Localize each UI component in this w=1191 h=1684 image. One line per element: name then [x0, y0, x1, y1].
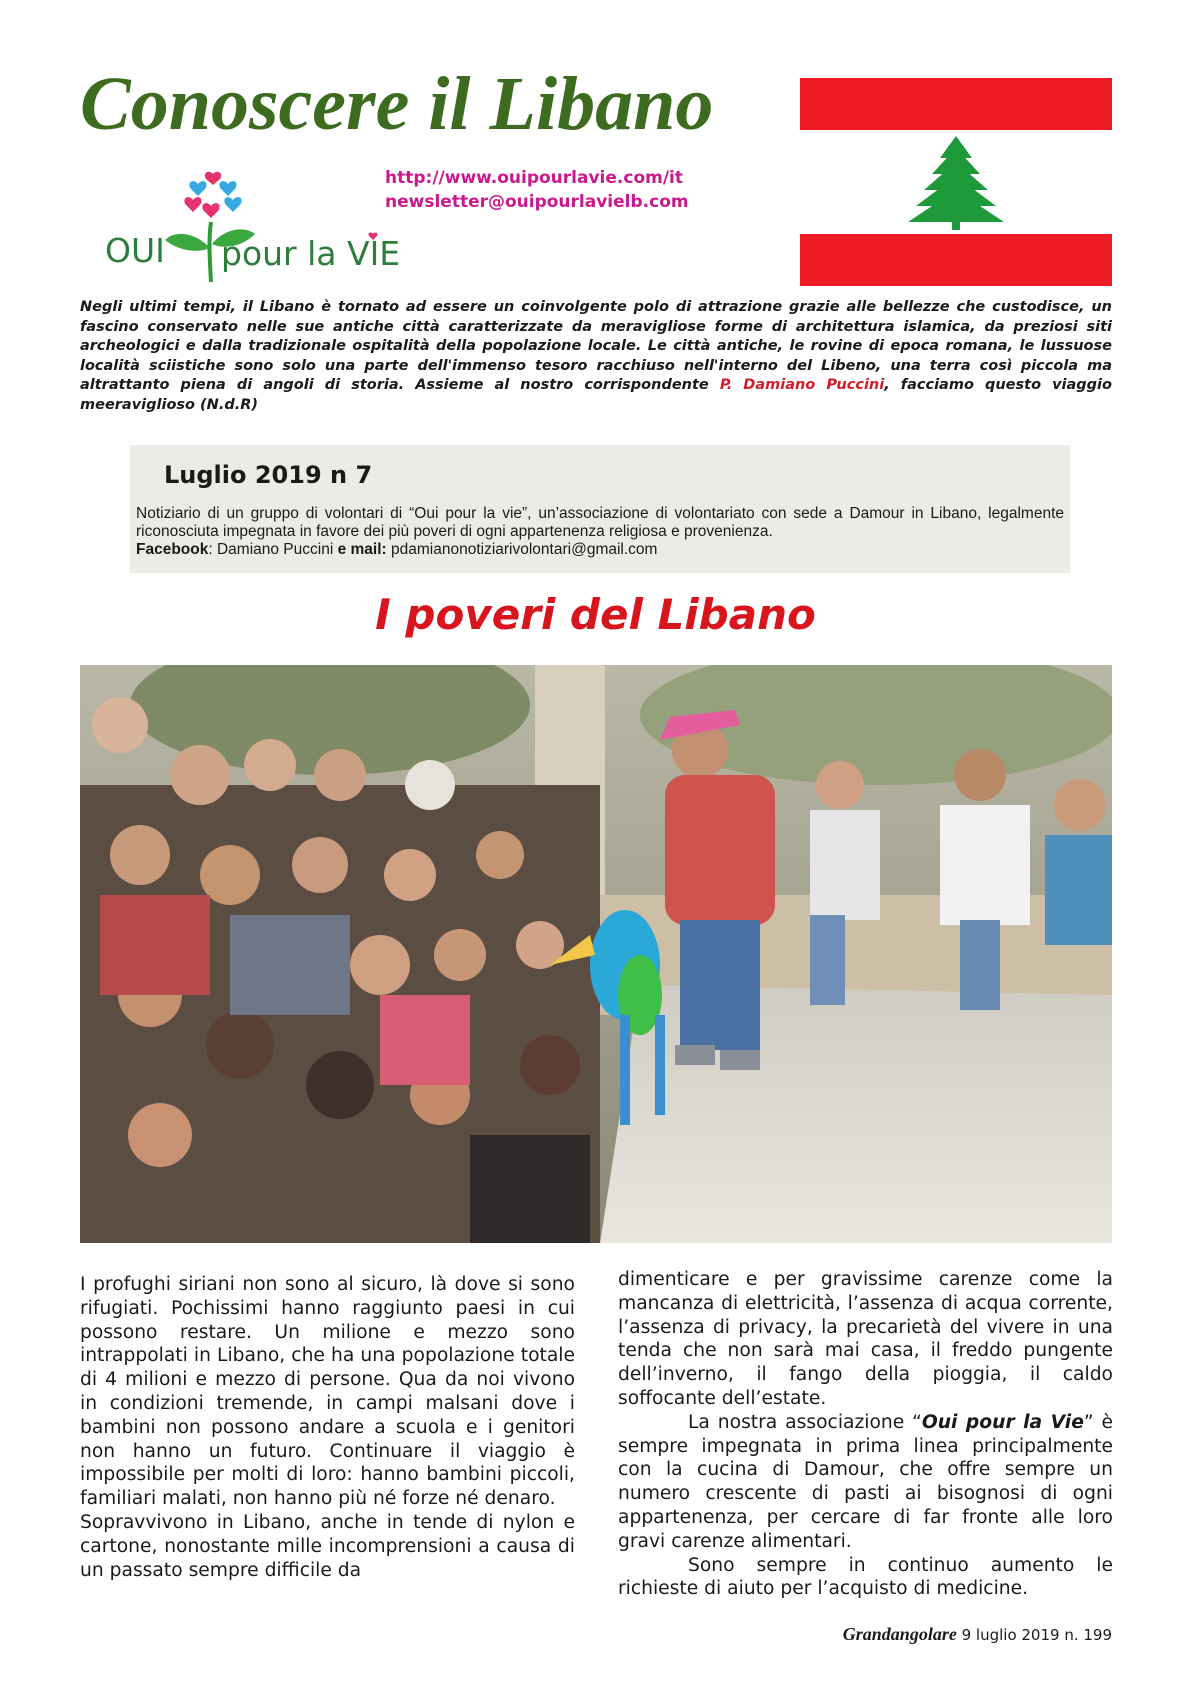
- facebook-label: Facebook: [136, 541, 209, 558]
- oui-pour-la-vie-logo: [105, 170, 425, 285]
- mail-value[interactable]: pdamianonotiziarivolontari@gmail.com: [386, 541, 658, 558]
- article-paragraph: I profughi siriani non sono al sicuro, là dove si sono rifugiati. Pochissimi hanno raggiunto paesi in cui possono restare. Un milione e mezzo sono intrappolati in Libano, che ha una popolazione totale di 4 milioni e mezzo di persone. Qua da noi vivono in condizioni tremende, in campi malsani dove i bambini non possono andare a scuola e i genitori non hanno un futuro. Continuare il viaggio è impossibile per molti di loro: hanno bambini piccoli, familiari malati, non hanno più né forze né denaro.: [80, 1274, 575, 1510]
- logo-word-oui: OUI: [105, 231, 165, 270]
- children-puppet-show-photo: [80, 665, 1112, 1243]
- publication-date-issue: 9 luglio 2019 n. 199: [956, 1626, 1112, 1644]
- publication-name: Grandangolare: [842, 1624, 957, 1644]
- cedar-flag-icon: [800, 78, 1112, 286]
- newsletter-info-box: [130, 445, 1070, 573]
- email-link[interactable]: newsletter@ouipourlavielb.com: [385, 192, 689, 212]
- masthead-title: Conoscere il Libano: [80, 62, 714, 146]
- association-text-before: La nostra associazione “: [688, 1411, 922, 1433]
- intro-text-before: Negli ultimi tempi, il Libano è tornato ad essere un coinvolgente polo di attrazione grazie alle bellezze che custodisce, un fascino conservato nelle sue antiche città caratterizzate da meravigliose forme di architettura islamica, da preziosi siti archeologici e dalla tradizionale ospitalità della popolazione locale. Le città antiche, le rovine di epoca romana, le lussuose località sciistiche sono solo una parte dell'immenso tesoro racchiuso nell'interno del Libeno, una terra così piccola ma altrattanto piena di angoli di storia. Assieme al nostro corrispondente: [80, 299, 1112, 394]
- association-text-after: ” è sempre impegnata in prima linea principalmente con la cucina di Damour, che offre sempre un numero crescente di pasti ai bisognosi di ogni appartenenza, per cercare di far fronte alle loro gravi carenze alimentari.: [618, 1411, 1113, 1552]
- description-text: Notiziario di un gruppo di volontari di “Oui pour la vie”, un’associazione di volontariato con sede a Damour in Libano, legalmente riconosciuta impegnata in favore dei più poveri di ogni appartenenza religiosa e provenienza.: [136, 505, 1064, 540]
- intro-paragraph: [80, 298, 1112, 416]
- article-paragraph-association: [618, 1411, 1113, 1554]
- newsletter-description: [136, 505, 1064, 559]
- article-column-left: [80, 1273, 575, 1582]
- publication-footer: [843, 1625, 1112, 1643]
- website-link[interactable]: http://www.ouipourlavie.com/it: [385, 168, 683, 188]
- lebanon-flag: [800, 78, 1112, 286]
- article-headline: I poveri del Libano: [375, 590, 816, 639]
- mail-label: e mail:: [337, 541, 387, 558]
- issue-label: Luglio 2019 n 7: [164, 461, 373, 489]
- article-paragraph: dimenticare e per gravissime carenze come la mancanza di elettricità, l’assenza di acqua corrente, l’assenza di privacy, la precarietà del vivere in una tenda che non sarà mai casa, il freddo pungente dell’inverno, il fango della pioggia, il caldo soffocante dell’estate.: [618, 1269, 1113, 1409]
- facebook-value: : Damiano Puccini: [208, 541, 338, 558]
- article-paragraph: Sono sempre in continuo aumento le richieste di aiuto per l’acquisto di medicine.: [618, 1554, 1113, 1600]
- intro-text-after: , facciamo questo viaggio meeraviglioso (N.d.R): [80, 377, 1112, 413]
- article-paragraph: Sopravvivono in Libano, anche in tende di nylon e cartone, nonostante mille incomprensioni a causa di un passato sempre difficile da: [80, 1511, 575, 1581]
- association-name: Oui pour la Vie: [921, 1411, 1084, 1433]
- article-photo: [80, 665, 1112, 1243]
- correspondent-name: P. Damiano Puccini: [719, 377, 885, 394]
- logo-word-pour-la-vie: pour la VIE: [221, 234, 401, 273]
- article-column-right: [618, 1268, 1113, 1601]
